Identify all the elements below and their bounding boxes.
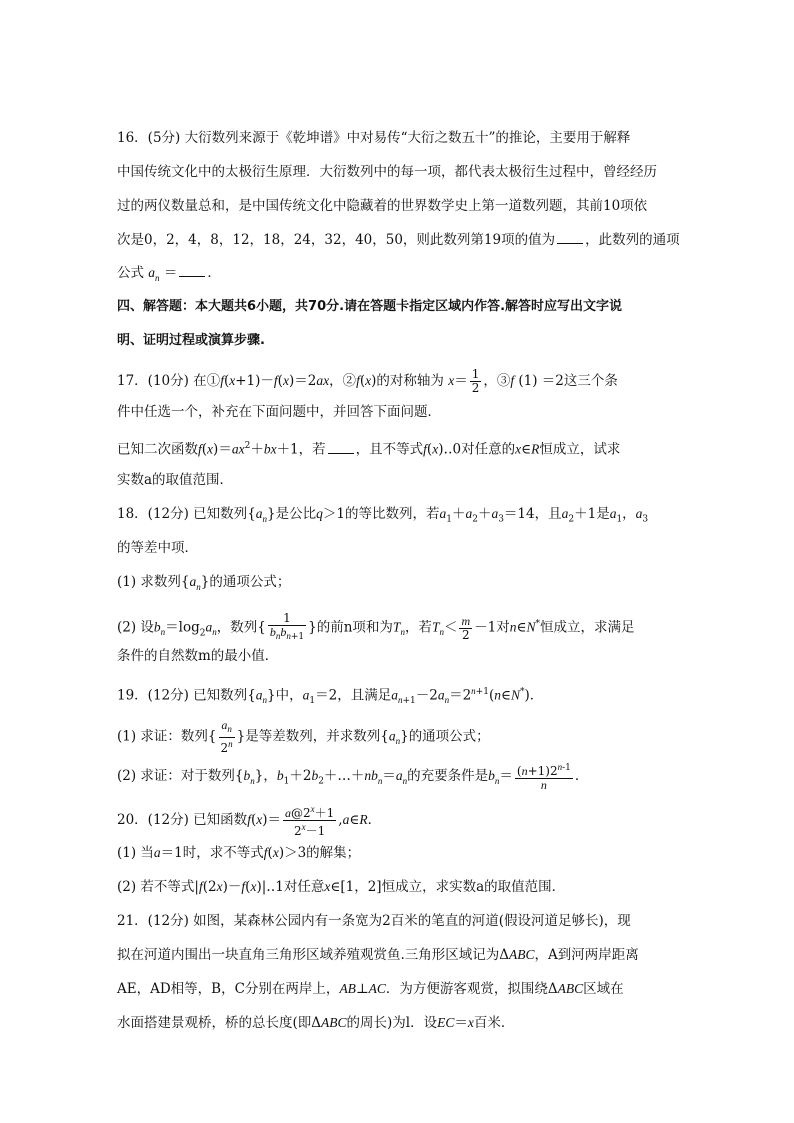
q18-part-2-cont: 条件的自然数m的最小值． <box>117 648 279 664</box>
q21-line-2: 拟在河道内围出一块直角三角形区域养殖观赏鱼.三角形区域记为ΔABC，A到河两岸距离 <box>117 947 639 963</box>
fraction: $\frac{(n+1)2^{n-1}}{n}$ <box>516 762 571 792</box>
q17-line-4: 实数a的取值范围． <box>117 472 234 488</box>
q18-part-2: (2) 设$b_n=\log_2a_n$，数列{ $\frac{1}{b_nb_{n+1}}$ }的前n项和为$T_n$，若$T_n<$ $\frac{m}{2}$ －1对n∈N*恒成立，求满足 <box>117 611 635 643</box>
q18-line-1: 18．(12分) 已知数列$\{a_n\}$是公比q＞1的等比数列，若$a_1+a_2+a_3=14$，且$a_2+1$是$a_1$，$a_3$ <box>117 506 649 525</box>
q20-part-1: (1) 当a＝1时，求不等式f(x)＞3的解集； <box>117 845 361 861</box>
q17-line-3: 已知二次函数$f(x)=ax^2+bx+1$，若 ，且不等式f(x)‥0对任意的x∈R恒成立，试求 <box>117 441 621 458</box>
fraction: $\frac{1}{2}$ <box>471 367 480 395</box>
q21-line-1: 21．(12分) 如图，某森林公园内有一条宽为2百米的笔直的河道(假设河道足够长)，现 <box>117 913 631 929</box>
q18-line-2: 的等差中项． <box>117 540 198 556</box>
q16-line-4: 次是0，2，4，8，12，18，24，32，40，50，则此数列第19项的值为 ，此数列的通项 <box>117 232 680 248</box>
answer-blank[interactable] <box>179 264 205 277</box>
q17-line-2: 件中任选一个，补充在下面问题中，并回答下面问题． <box>117 404 441 420</box>
q16-line-3: 过的两仪数量总和，是中国传统文化中隐藏着的世界数学史上第一道数列题，其前10项依 <box>117 198 648 214</box>
fraction: $\frac{a@2^x+1}{2^x-1}$ <box>285 804 335 838</box>
q19-part-2: (2) 求证：对于数列$\{b_n\}$，$b_1+2b_2+\dots+nb_n=a_n$的充要条件是$b_n=$ $\frac{(n+1)2^{n-1}}{n}$ ． <box>117 762 589 792</box>
q18-part-1: (1) 求数列$\{a_n\}$的通项公式； <box>117 574 291 592</box>
answer-blank[interactable] <box>557 231 583 244</box>
q16-line-2: 中国传统文化中的太极衍生原理．大衍数列中的每一项，都代表太极衍生过程中，曾经经历 <box>117 164 657 180</box>
q21-line-4: 水面搭建景观桥，桥的总长度(即ΔABC的周长)为l．设EC＝x百米． <box>117 1015 515 1031</box>
fraction: $\frac{1}{b_nb_{n+1}}$ <box>269 611 305 643</box>
q20-line-1: 20．(12分) 已知函数f(x)＝ $\frac{a@2^x+1}{2^x-1}$ ,a∈R． <box>117 804 382 838</box>
section-heading-line-1: 四、解答题：本大题共6小题，共70分.请在答题卡指定区域内作答.解答时应写出文字说 <box>117 299 623 314</box>
q19-part-1: (1) 求证：数列{ $\frac{a_n}{2^n}$ }是等差数列，并求数列$\{a_n\}$的通项公式； <box>117 718 490 756</box>
section-heading-line-2: 明、证明过程或演算步骤. <box>117 333 265 348</box>
fraction: $\frac{a_n}{2^n}$ <box>220 718 233 756</box>
answer-blank[interactable] <box>328 441 354 454</box>
q21-line-3: AE，AD相等，B，C分别在两岸上，AB⊥AC．为方便游客观赏，拟围绕ΔABC区域在 <box>117 981 624 997</box>
fraction: $\frac{m}{2}$ <box>461 613 471 642</box>
q17-line-1: 17．(10分) 在①f(x+1)－f(x)＝2ax，②f(x)的对称轴为 x＝ $\frac{1}{2}$ ，③f (1) ＝2这三个条 <box>117 367 618 395</box>
q16-line-1: 16．(5分) 大衍数列来源于《乾坤谱》中对易传“大衍之数五十”的推论，主要用于解释 <box>117 130 631 146</box>
q20-part-2: (2) 若不等式|f(2x)－f(x)|‥1对任意x∈[1，2]恒成立，求实数a的取值范围． <box>117 879 566 895</box>
q16-line-5: 公式 $a_n$ ＝ ． <box>117 265 221 283</box>
q19-line-1: 19．(12分) 已知数列$\{a_n\}$中，$a_1=2$，且满足$a_{n+1}-2a_n=2^{n+1}(n\in N^*)$． <box>117 686 544 707</box>
